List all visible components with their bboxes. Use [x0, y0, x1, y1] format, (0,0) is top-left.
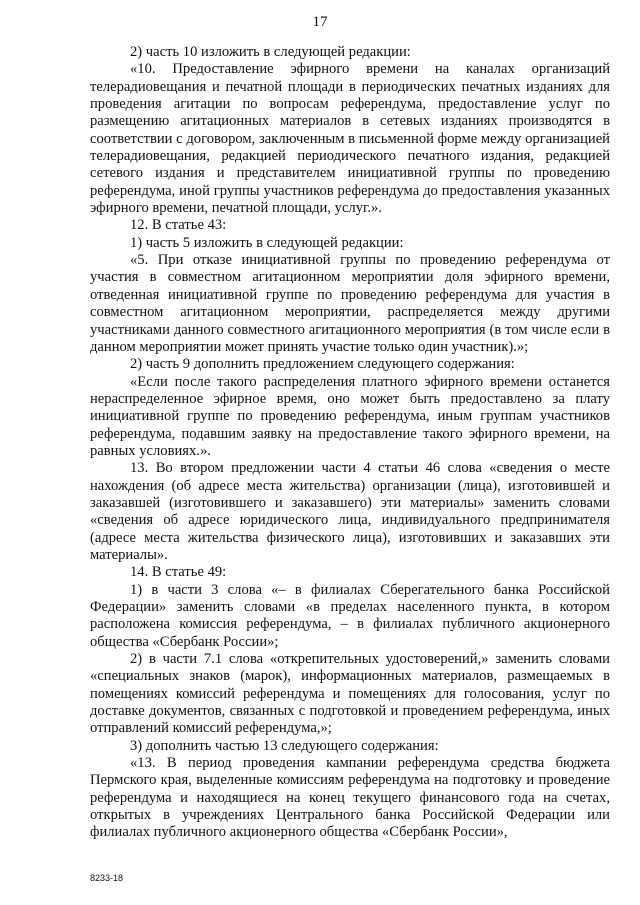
paragraph: 1) в части 3 слова «– в филиалах Сберегательного банка Российской Федерации» заменить словами «в пределах населенного пункта, в котором расположена комиссия референдума, – в филиалах публичного акционерного общества «Сбербанк России»; [90, 581, 610, 650]
page-number: 17 [312, 14, 328, 30]
paragraph: «13. В период проведения кампании референдума средства бюджета Пермского края, выделенные комиссиям референдума на подготовку и проведение референдума и находящиеся на конец текущего финансового года на счетах, открытых в учреждениях Центрального банка Российской Федерации или филиалах публичного акционерного общества «Сбербанк России», [90, 755, 610, 841]
document-body [90, 44, 610, 842]
paragraph: 3) дополнить частью 13 следующего содержания: [130, 737, 439, 754]
paragraph: «Если после такого распределения платного эфирного времени останется нераспределенное эфирное время, оно может быть предоставлено за плату инициативной группе по проведению референдума, иным группам участников референдума, подавшим заявку на предоставление такого эфирного времени, на равных условиях.». [90, 373, 610, 459]
paragraph: «5. При отказе инициативной группы по проведению референдума от участия в совместном агитационном мероприятии доля эфирного времени, отведенная инициативной группе по проведению референдума для участия в совместном агитационном мероприятии, распределяется между другими участниками данного совместного агитационного мероприятия (в том числе если в данном мероприятии может принять участие только один участник).»; [90, 252, 610, 355]
paragraph: 2) в части 7.1 слова «открепительных удостоверений,» заменить словами «специальных знаков (марок), информационных материалов, размещаемых в помещениях комиссий референдума и помещениях для голосования, услуг по доставке документов, связанных с подготовкой и проведением референдума, иных отправлений комиссий референдума,»; [90, 651, 610, 737]
paragraph: 13. Во втором предложении части 4 статьи 46 слова «сведения о месте нахождения (об адресе места жительства) организации (лица), изготовившей и заказавшей (изготовившего и заказавшего) эти материалы» заменить словами «сведения об адресе юридического лица, индивидуального предпринимателя (адресе места жительства физического лица), изготовивших и заказавших эти материалы». [90, 460, 610, 563]
paragraph: 14. В статье 49: [130, 564, 227, 581]
paragraph: «10. Предоставление эфирного времени на каналах организаций телерадиовещания и печатной площади в периодических печатных изданиях для проведения агитации по вопросам референдума, предоставление услуг по размещению агитационных материалов в сетевых изданиях производятся в соответствии с договором, заключенным в письменной форме между организацией телерадиовещания, редакцией периодического печатного издания, редакцией сетевого издания и представителем инициативной группы по проведению референдума, иной группы участников референдума до предоставления указанных эфирного времени, печатной площади, услуг.». [90, 61, 610, 217]
paragraph: 12. В статье 43: [130, 217, 227, 234]
paragraph: 2) часть 10 изложить в следующей редакции: [130, 44, 411, 60]
footer-code: 8233-18 [90, 873, 124, 883]
paragraph: 2) часть 9 дополнить предложением следующего содержания: [130, 356, 515, 373]
paragraph: 1) часть 5 изложить в следующей редакции: [130, 234, 404, 251]
